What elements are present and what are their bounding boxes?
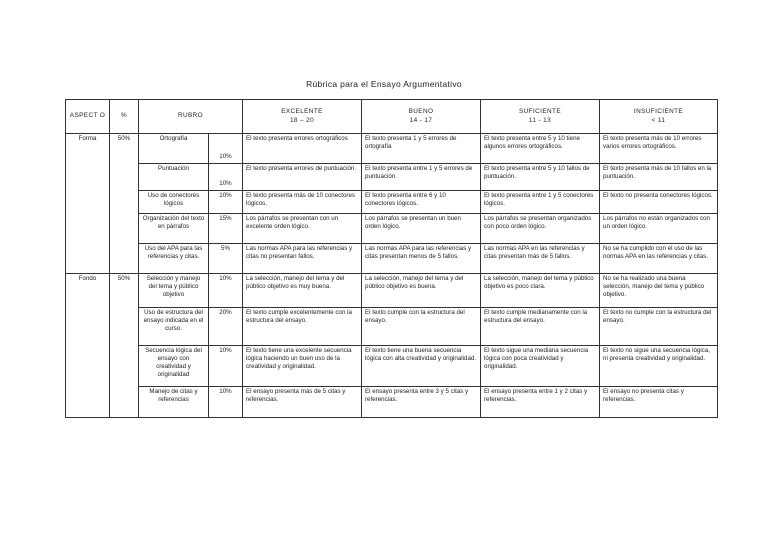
weight-cell: 5%	[209, 244, 243, 274]
rubro-cell: Uso del APA para las referencias y citas.	[139, 244, 209, 274]
table-row	[66, 346, 718, 387]
level-cell: El ensayo presenta más de 5 citas y referencias.	[243, 387, 362, 418]
level-cell: Los párrafos se presentan un buen orden lógico.	[362, 214, 481, 244]
level-cell: El texto presenta entre 1 y 5 conectores lógicos.	[481, 191, 600, 214]
level-range: 11 - 13	[528, 116, 552, 124]
weight-cell: 10%	[209, 134, 243, 164]
header-level-insuficiente	[600, 100, 718, 134]
level-cell: Las normas APA para las referencias y citas no presentan fallos.	[243, 244, 362, 274]
level-cell: El texto tiene una buena secuencia lógica con alta creatividad y originalidad.	[362, 346, 481, 387]
level-name: BUENO	[408, 108, 434, 116]
table-row	[66, 191, 718, 214]
rubro-cell: Selección y manejo del tema y público objetivo	[139, 274, 209, 308]
level-cell: No se ha cumplido con el uso de las normas APA en las referencias y citas.	[600, 244, 718, 274]
level-cell: La selección, manejo del tema y del público objetivo es muy buena.	[243, 274, 362, 308]
rubro-cell: Organización del texto en párrafos	[139, 214, 209, 244]
level-cell: El ensayo no presenta citas y referencias.	[600, 387, 718, 418]
level-cell: El texto presenta errores de puntuación.	[243, 164, 362, 191]
table-row	[66, 134, 718, 164]
level-cell: El texto no cumple con la estructura del ensayo.	[600, 308, 718, 346]
page-title: Rúbrica para el Ensayo Argumentativo	[306, 79, 462, 89]
level-cell: El texto presenta entre 1 y 5 errores de puntuación.	[362, 164, 481, 191]
rubro-cell: Manejo de citas y referencias	[139, 387, 209, 418]
level-name: EXCELENTE	[281, 108, 323, 116]
table-row	[66, 244, 718, 274]
level-cell: El texto cumple con la estructura del ensayo.	[362, 308, 481, 346]
level-cell: Los párrafos se presentan con un excelente orden lógico.	[243, 214, 362, 244]
level-cell: El texto presenta entre 6 y 10 conectores lógicos.	[362, 191, 481, 214]
level-name: SUFICIENTE	[519, 108, 561, 116]
level-cell: El texto tiene una excelente secuencia lógica haciendo un buen uso de la creatividad y originalidad.	[243, 346, 362, 387]
level-cell: El texto cumple medianamente con la estructura del ensayo.	[481, 308, 600, 346]
level-range: < 11	[651, 116, 666, 124]
level-cell: Los párrafos se presentan organizados con poco orden lógico.	[481, 214, 600, 244]
level-cell: Los párrafos no están organizados con un orden lógico.	[600, 214, 718, 244]
header-rubro: RUBRO	[139, 100, 243, 134]
aspect-cell-fondo: Fondo	[66, 274, 110, 418]
header-aspect: ASPECT O	[66, 100, 110, 134]
table-row	[66, 387, 718, 418]
rubro-cell: Uso de estructura del ensayo indicada en el curso.	[139, 308, 209, 346]
level-cell: El texto presenta errores ortográficos	[243, 134, 362, 164]
percent-cell-forma: 50%	[110, 134, 139, 274]
header-level-excelente	[243, 100, 362, 134]
header-level-bueno	[362, 100, 481, 134]
header-level-suficiente	[481, 100, 600, 134]
level-cell: Las normas APA en las referencias y citas presentan más de 5 fallos.	[481, 244, 600, 274]
level-range: 18 – 20	[289, 116, 315, 124]
weight-cell: 10%	[209, 191, 243, 214]
level-cell: El texto no sigue una secuencia lógica, ni presenta creatividad y originalidad.	[600, 346, 718, 387]
aspect-cell-forma: Forma	[66, 134, 110, 274]
header-percent: %	[110, 100, 139, 134]
level-cell: El ensayo presenta entre 1 y 2 citas y referencias.	[481, 387, 600, 418]
level-cell: El texto presenta entre 5 y 10 fallos de puntuación.	[481, 164, 600, 191]
weight-cell: 10%	[209, 387, 243, 418]
table-row	[66, 164, 718, 191]
level-cell: El texto sigue una mediana secuencia lógica con poca creatividad y originalidad.	[481, 346, 600, 387]
level-cell: No se ha realizado una buena selección, manejo del tema y público objetivo.	[600, 274, 718, 308]
header-row	[66, 100, 718, 134]
rubro-cell: Uso de conectores lógicos	[139, 191, 209, 214]
table-row	[66, 308, 718, 346]
level-cell: El texto no presenta conectores lógicos.	[600, 191, 718, 214]
level-cell: La selección, manejo del tema y público objetivo es poco clara.	[481, 274, 600, 308]
weight-cell: 10%	[209, 346, 243, 387]
level-cell: El texto presenta entre 5 y 10 tiene algunos errores ortográficos.	[481, 134, 600, 164]
weight-cell: 10%	[209, 274, 243, 308]
level-cell: El ensayo presenta entre 3 y 5 citas y referencias.	[362, 387, 481, 418]
level-name: INSUFICIENTE	[633, 108, 684, 116]
rubro-cell: Puntuación	[139, 164, 209, 191]
percent-cell-fondo: 50%	[110, 274, 139, 418]
rubro-cell: Secuencia lógica del ensayo con creatividad y originalidad	[139, 346, 209, 387]
level-cell: Las normas APA para las referencias y citas presentan menos de 5 fallos.	[362, 244, 481, 274]
level-cell: El texto presenta 1 y 5 errores de ortografía	[362, 134, 481, 164]
weight-cell: 15%	[209, 214, 243, 244]
level-cell: La selección, manejo del tema y del público objetivo es buena.	[362, 274, 481, 308]
table-row	[66, 274, 718, 308]
rubro-cell: Ortografía	[139, 134, 209, 164]
level-cell: El texto cumple excelentemente con la estructura del ensayo.	[243, 308, 362, 346]
level-range: 14 - 17	[409, 116, 433, 124]
weight-cell: 20%	[209, 308, 243, 346]
table-row	[66, 214, 718, 244]
level-cell: El texto presenta más de 10 fallos en la puntuación.	[600, 164, 718, 191]
weight-cell: 10%	[209, 164, 243, 191]
level-cell: El texto presenta más de 10 errores varios errores ortográficos.	[600, 134, 718, 164]
rubric-table	[65, 99, 718, 418]
level-cell: El texto presenta más de 10 conectores lógicos.	[243, 191, 362, 214]
